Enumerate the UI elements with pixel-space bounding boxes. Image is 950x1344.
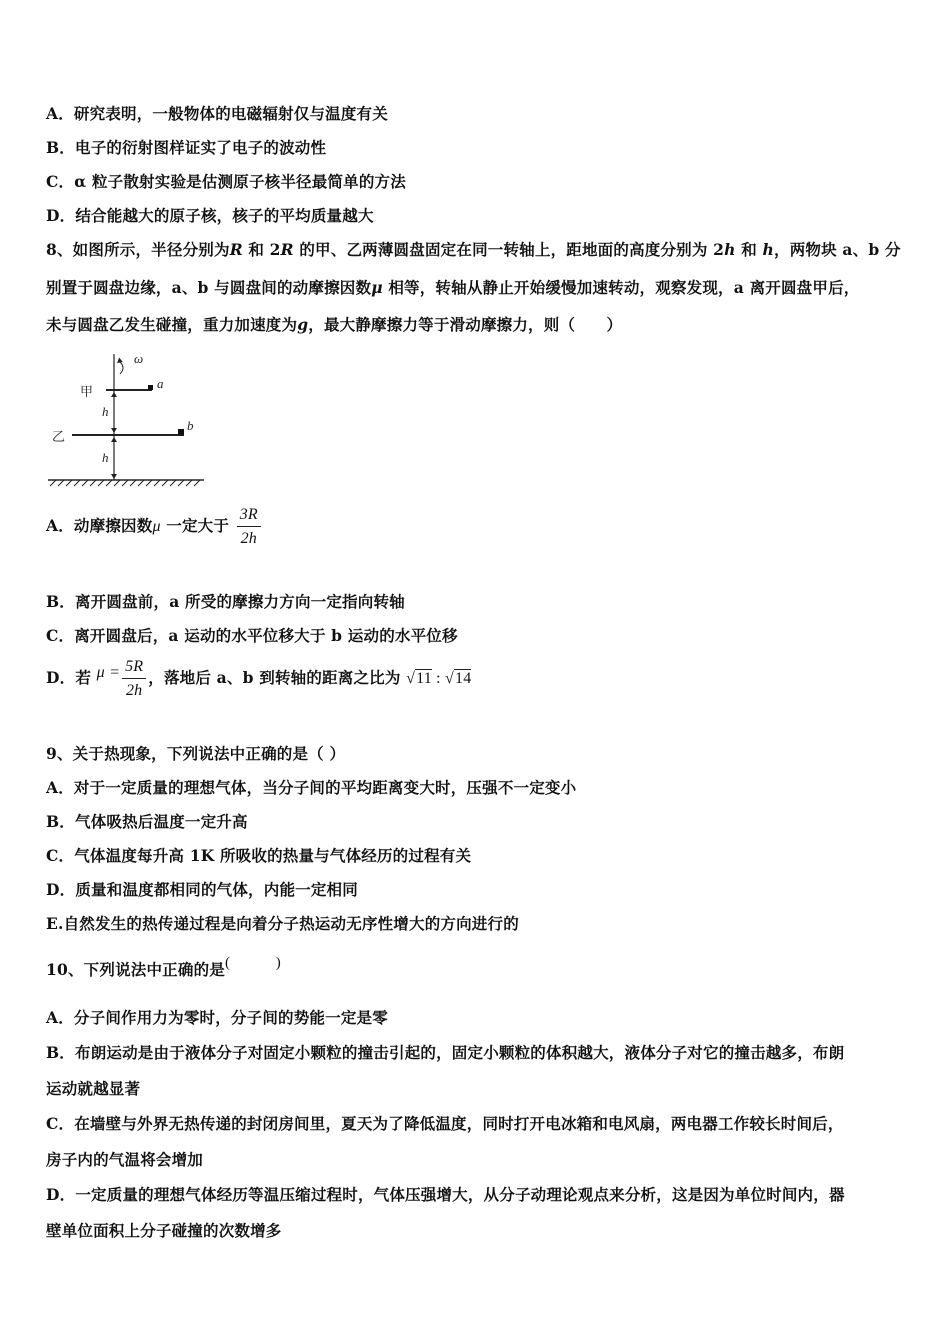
q8-text: 和 <box>735 240 763 259</box>
q7-option-d: D．结合能越大的原子核，核子的平均质量越大 <box>46 206 374 225</box>
symbol-mu: μ <box>371 278 383 297</box>
symbol-R: R <box>229 240 243 259</box>
q8-stem-line2 <box>46 276 859 298</box>
q8-text: 别置于圆盘边缘，a、b 与圆盘间的动摩擦因数 <box>46 278 372 297</box>
q7-option-a: A．研究表明，一般物体的电磁辐射仅与温度有关 <box>46 104 388 123</box>
q10-option-c-line2: 房子内的气温将会增加 <box>46 1150 204 1169</box>
q8-text: 未与圆盘乙发生碰撞，重力加速度为 <box>46 315 298 334</box>
q8-text: ，最大静摩擦力等于滑动摩擦力，则（ ） <box>308 315 623 334</box>
q8-stem-line1 <box>46 238 901 260</box>
label-a: a <box>157 376 164 391</box>
q9-stem: 9、关于热现象，下列说法中正确的是（ ） <box>46 744 346 763</box>
symbol-mu: μ <box>152 518 161 535</box>
q10-option-d-line1: D．一定质量的理想气体经历等温压缩过程时，气体压强增大，从分子动理论观点来分析，这是因为单位时间内，器 <box>46 1185 845 1204</box>
label-h-upper: h <box>102 404 109 419</box>
symbol-h: h <box>762 240 775 259</box>
q10-stem <box>46 955 281 980</box>
symbol-h: h <box>724 240 736 259</box>
q8-stem-line3 <box>46 313 622 335</box>
fraction-3R-2h: $\frac{3R}{2h}$ <box>237 506 261 548</box>
q10-option-b-line1: B．布朗运动是由于液体分子对固定小颗粒的撞击引起的，固定小颗粒的体积越大，液体分子对它的撞击越多，布朗 <box>46 1043 845 1062</box>
fraction-5R-2h: $\frac{5R}{2h}$ <box>122 658 146 700</box>
q9-option-e: E.自然发生的热传递过程是向着分子热运动无序性增大的方向进行的 <box>46 914 519 933</box>
q8-figure-disks <box>44 348 214 490</box>
label-h-lower: h <box>102 450 109 465</box>
block-b <box>178 429 184 435</box>
q8-option-b: B．离开圆盘前，a 所受的摩擦力方向一定指向转轴 <box>46 592 405 611</box>
q7-option-c: C．α 粒子散射实验是估测原子核半径最简单的方法 <box>46 172 406 191</box>
q10-stem-text: 10、下列说法中正确的是 <box>46 960 225 979</box>
block-a <box>148 385 153 390</box>
q8-text: 相等，转轴从静止开始缓慢加速转动，观察发现，a 离开圆盘甲后， <box>382 278 860 297</box>
q9-option-a: A．对于一定质量的理想气体，当分子间的平均距离变大时，压强不一定变小 <box>46 778 577 797</box>
symbol-R: R <box>280 240 294 259</box>
q7-option-b: B．电子的衍射图样证实了电子的波动性 <box>46 138 327 157</box>
q8-text: ，两物块 a、b 分 <box>774 240 901 259</box>
symbol-g: g <box>297 315 309 334</box>
q10-option-a: A．分子间作用力为零时，分子间的势能一定是零 <box>46 1008 388 1027</box>
q10-option-c-line1: C．在墙壁与外界无热传递的封闭房间里，夏天为了降低温度，同时打开电冰箱和电风扇，两电器工作较长时间后， <box>46 1114 844 1133</box>
q10-option-d-line2: 壁单位面积上分子碰撞的次数增多 <box>46 1221 282 1240</box>
q8-option-a-text: A．动摩擦因数 <box>46 516 153 535</box>
ground-hatching <box>50 480 200 486</box>
q10-option-b-line2: 运动就越显著 <box>46 1079 141 1098</box>
q9-option-b: B．气体吸热后温度一定升高 <box>46 812 248 831</box>
q8-text: 的甲、乙两薄圆盘固定在同一转轴上，距地面的高度分别为 2 <box>293 240 725 259</box>
q8-option-a-text2: 一定大于 <box>160 516 230 535</box>
rotation-arrow-icon <box>120 362 123 374</box>
q8-option-c: C．离开圆盘后，a 运动的水平位移大于 b 运动的水平位移 <box>46 626 458 645</box>
q8-option-d <box>46 658 471 700</box>
mu-equals: μ = <box>96 664 121 681</box>
q8-option-d-text2: ，落地后 a、b 到转轴的距离之比为 <box>148 668 401 687</box>
q8-text: 8、如图所示，半径分别为 <box>46 240 230 259</box>
label-yi: 乙 <box>52 430 66 445</box>
q8-option-d-text: D．若 <box>46 668 92 687</box>
ratio-sqrt: √11 : √14 <box>406 670 472 687</box>
q9-option-c: C．气体温度每升高 1K 所吸收的热量与气体经历的过程有关 <box>46 846 472 865</box>
q9-option-d: D．质量和温度都相同的气体，内能一定相同 <box>46 880 358 899</box>
label-jia: 甲 <box>80 385 94 400</box>
q8-option-a <box>46 506 263 548</box>
omega-label: ω <box>134 351 144 366</box>
answer-paren: ( ) <box>224 955 281 971</box>
q8-text: 和 2 <box>242 240 281 259</box>
label-b: b <box>187 418 194 433</box>
